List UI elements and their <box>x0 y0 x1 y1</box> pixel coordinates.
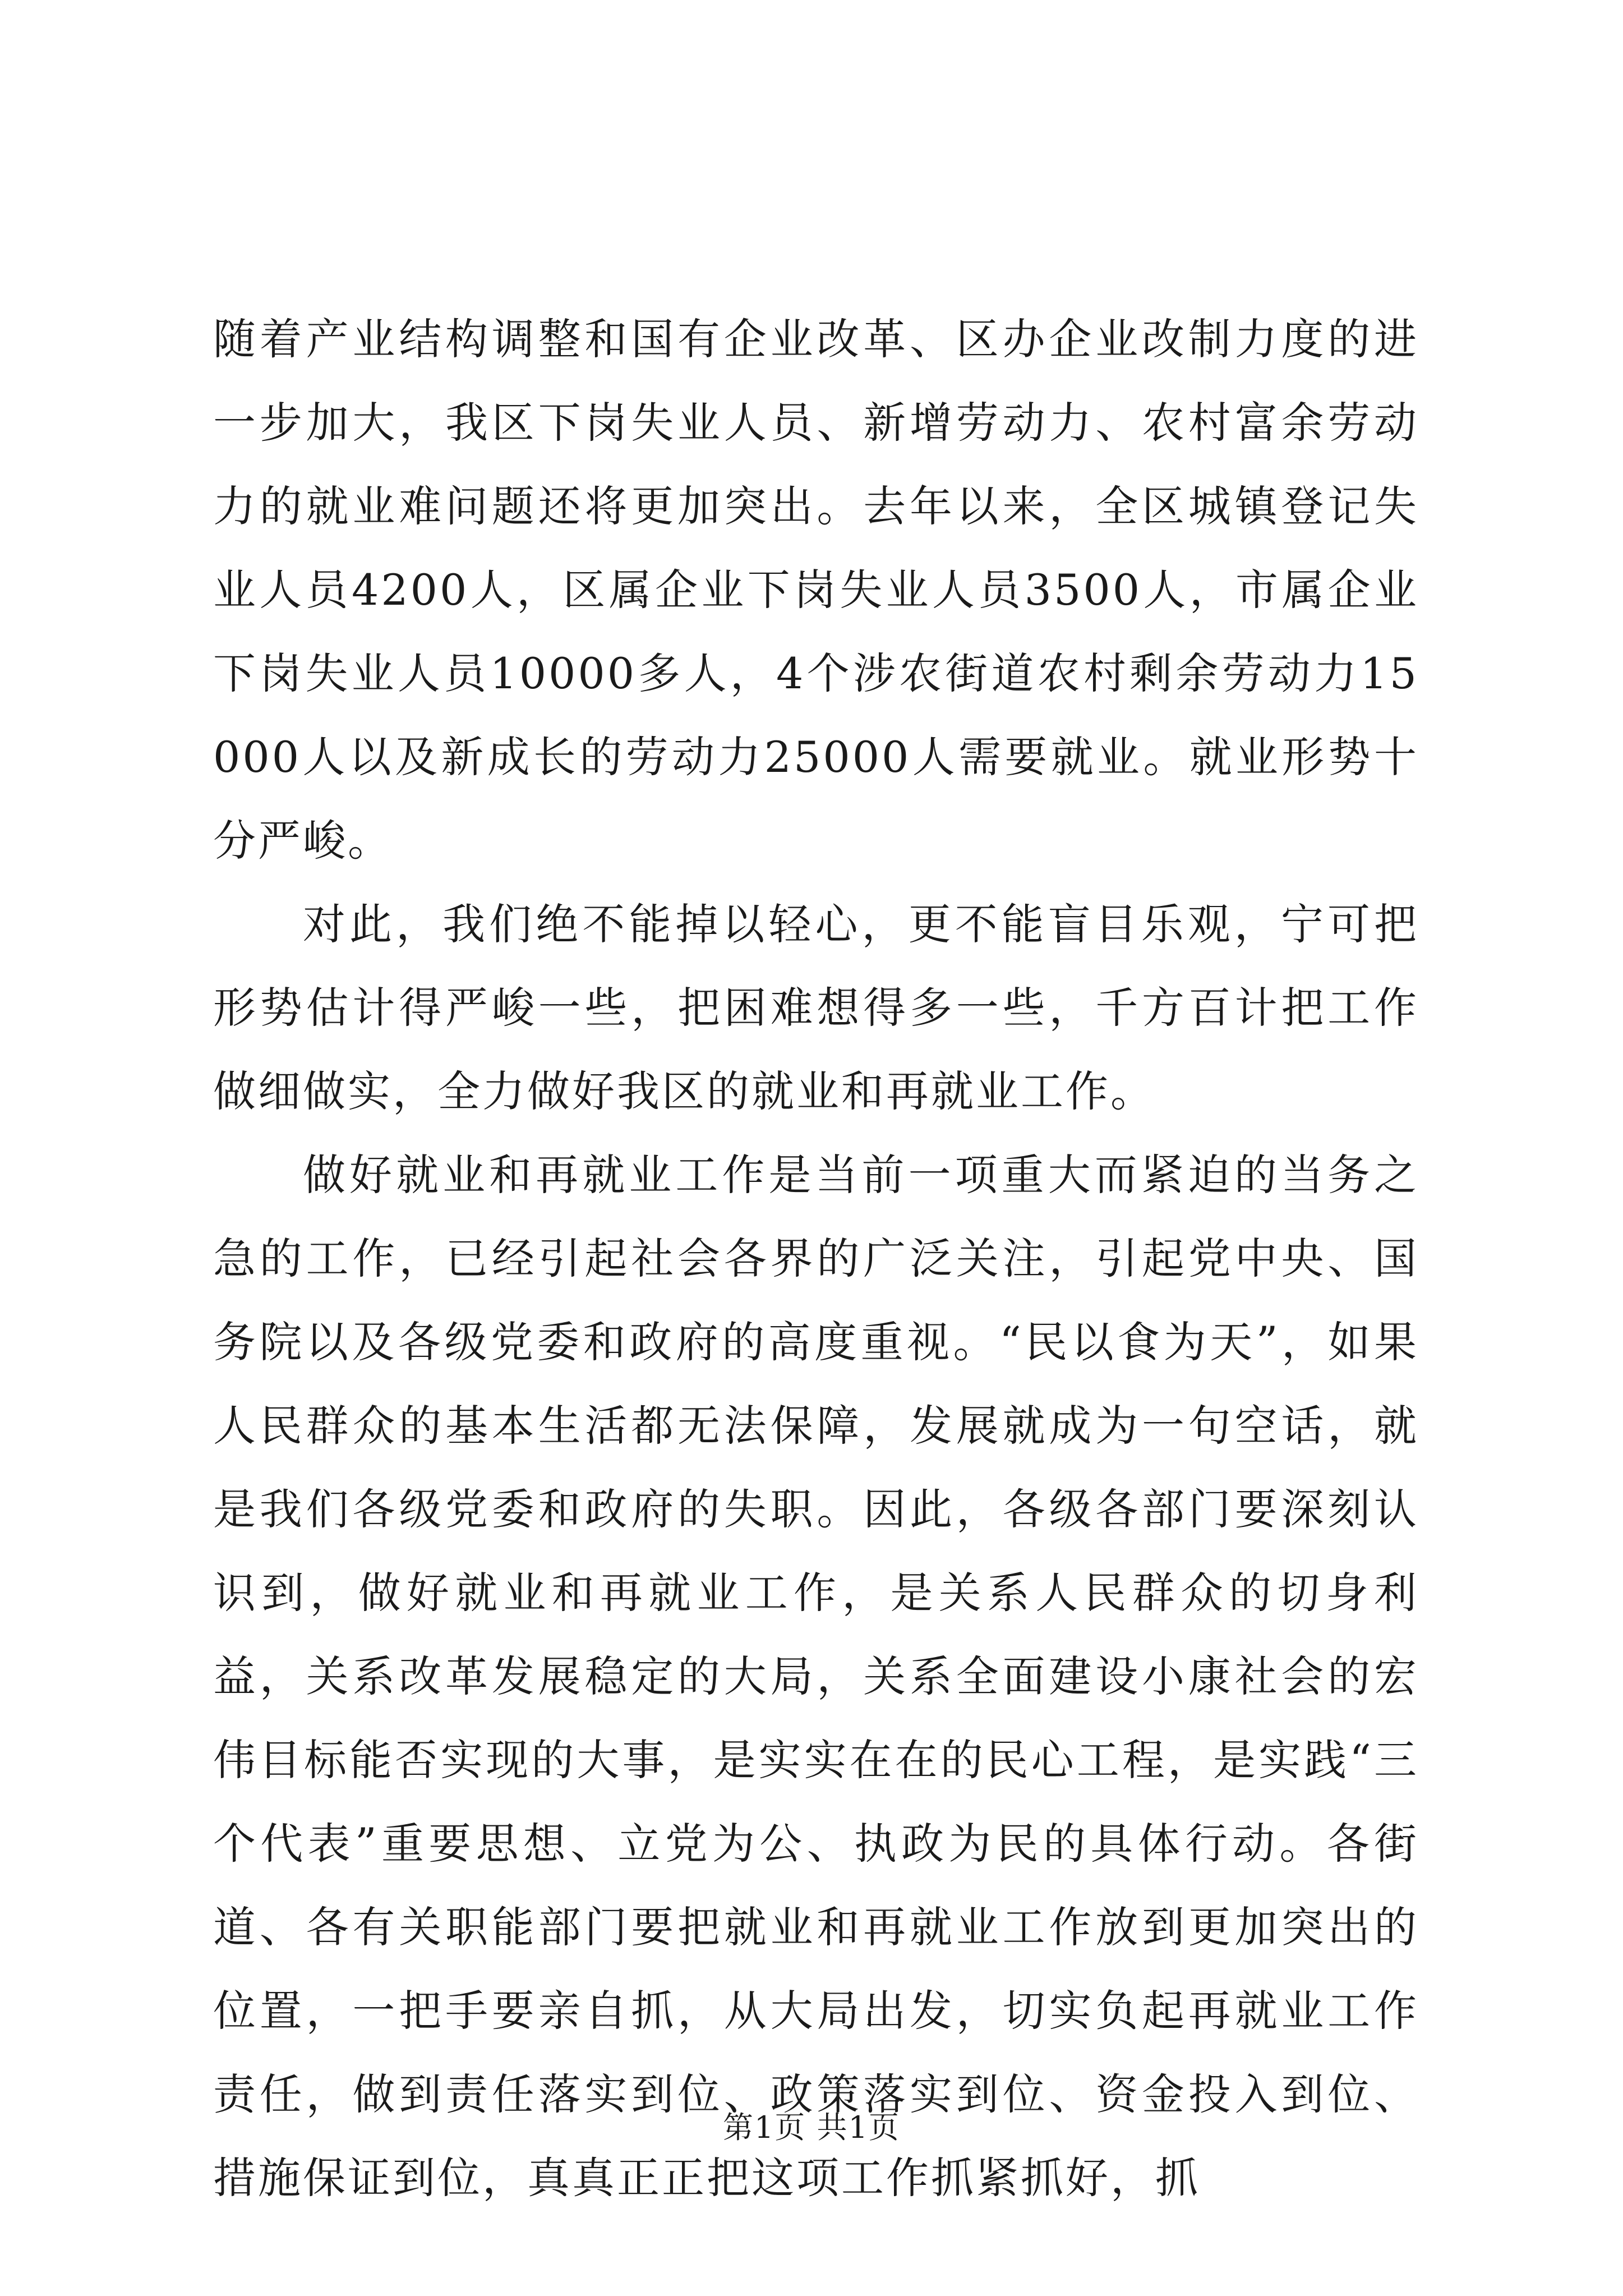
paragraph-3: 做好就业和再就业工作是当前一项重大而紧迫的当务之急的工作，已经引起社会各界的广泛关注，引起党中央、国务院以及各级党委和政府的高度重视。“民以食为天”，如果人民群众的基本生活都无法保障，发展就成为一句空话，就是我们各级党委和政府的失职。因此，各级各部门要深刻认识到，做好就业和再就业工作，是关系人民群众的切身利益，关系改革发展稳定的大局，关系全面建设小康社会的宏伟目标能否实现的大事，是实实在在的民心工程，是实践“三个代表”重要思想、立党为公、执政为民的具体行动。各街道、各有关职能部门要把就业和再就业工作放到更加突出的位置，一把手要亲自抓，从大局出发，切实负起再就业工作责任，做到责任落实到位、政策落实到位、资金投入到位、措施保证到位，真真正正把这项工作抓紧抓好，抓 <box>213 1150 1419 2203</box>
paragraph-2: 对此，我们绝不能掉以轻心，更不能盲目乐观，宁可把形势估计得严峻一些，把困难想得多一些，千方百计把工作做细做实，全力做好我区的就业和再就业工作。 <box>213 899 1419 1116</box>
document-body <box>213 297 1419 2220</box>
paragraph-1: 随着产业结构调整和国有企业改革、区办企业改制力度的进一步加大，我区下岗失业人员、新增劳动力、农村富余劳动力的就业难问题还将更加突出。去年以来，全区城镇登记失业人员4200人，区属企业下岗失业人员3500人，市属企业下岗失业人员10000多人，4个涉农街道农村剩余劳动力15000人以及新成长的劳动力25000人需要就业。就业形势十分严峻。 <box>213 314 1419 866</box>
page-footer: 第1页 共1页 <box>723 2110 900 2145</box>
